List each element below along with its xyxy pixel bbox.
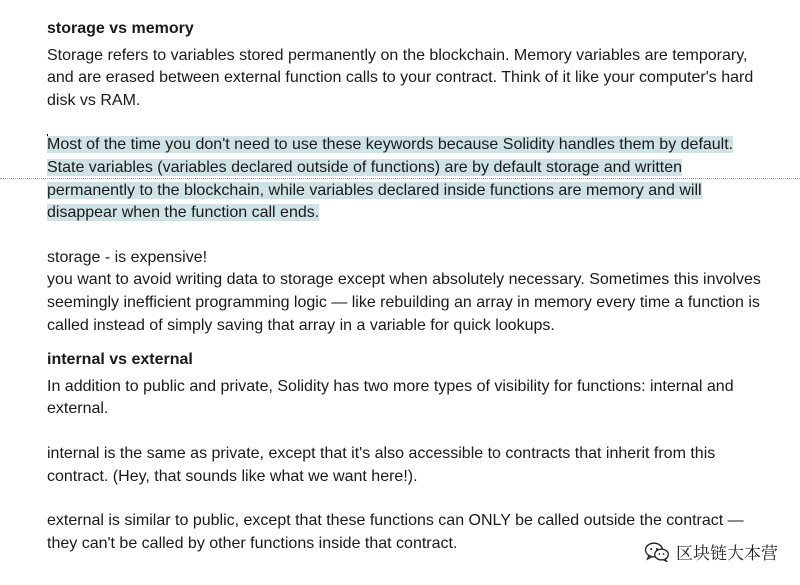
visibility-intro-paragraph: In addition to public and private, Solidity has two more types of visibility for functions: internal and external.: [47, 377, 734, 418]
watermark-text: 区块链大本营: [676, 544, 778, 564]
wechat-icon: [644, 542, 670, 562]
highlighted-paragraph[interactable]: [47, 134, 767, 224]
document-body: [47, 18, 767, 555]
internal-vs-external-heading: internal vs external: [47, 351, 193, 369]
storage-intro-paragraph: Storage refers to variables stored permanently on the blockchain. Memory variables are temporary, and are erased between external function calls to your contract. Think of it like your computer's hard disk vs RAM.: [47, 46, 754, 109]
storage-expensive-title: storage - is expensive!: [47, 248, 208, 266]
highlighted-text: Most of the time you don't need to use these keywords because Solidity handles them by default. State variables (variables declared outside of functions) are by default storage and written permanently to the blockchain, while variables declared inside functions are memory and will disappear when the function call ends.: [47, 136, 734, 222]
internal-description: internal is the same as private, except that it's also accessible to contracts that inherit from this contract. (Hey, that sounds like what we want here!).: [47, 444, 716, 485]
external-description: external is similar to public, except that these functions can ONLY be called outside the contract — they can't be called by other functions inside that contract.: [47, 512, 744, 552]
storage-expensive-body: you want to avoid writing data to storage except when absolutely necessary. Sometimes this involves seemingly inefficient programming logic — like rebuilding an array in memory every time a function is called instead of simply saving that array in a variable for quick lookups.: [47, 271, 761, 334]
storage-vs-memory-heading: storage vs memory: [47, 20, 194, 37]
watermark: [642, 538, 780, 565]
